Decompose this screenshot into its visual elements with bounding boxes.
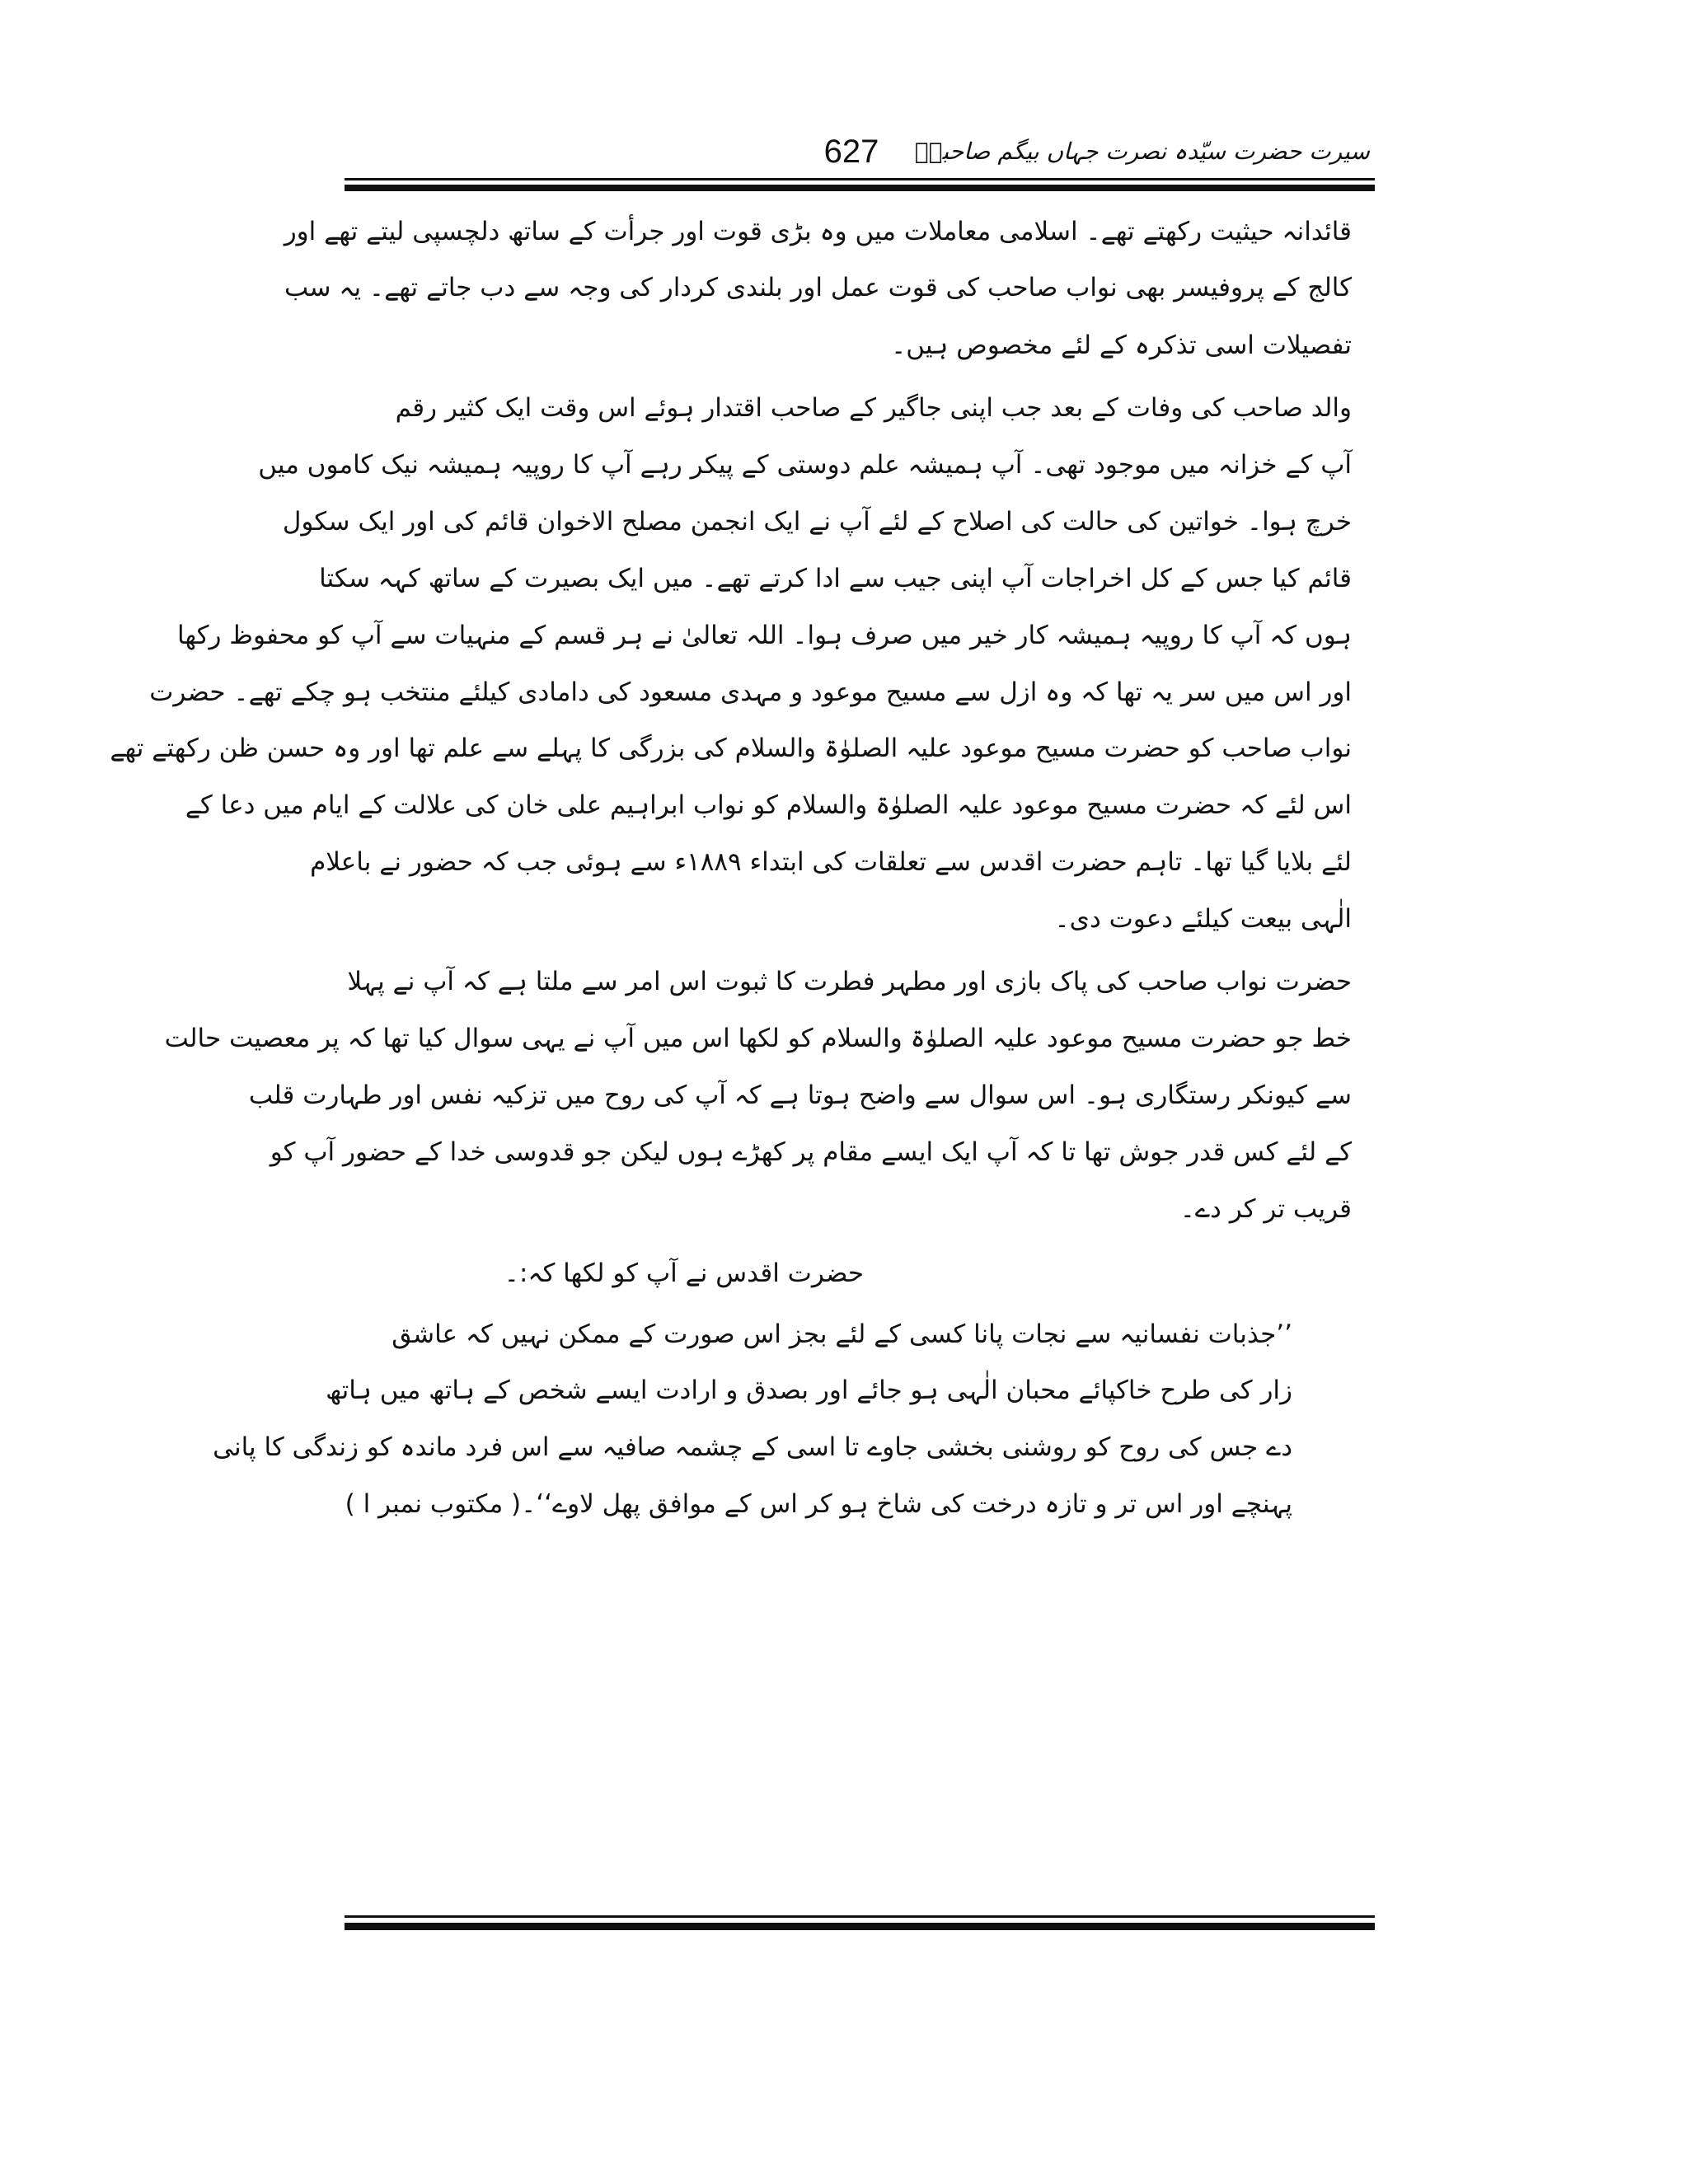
body-line: حضرت نواب صاحب کی پاک بازی اور مطہر فطرت کا ثبوت اس امر سے ملتا ہے کہ آپ نے پہلا [347, 967, 1352, 996]
body-line: اس لئے کہ حضرت مسیح موعود علیہ الصلوٰۃ والسلام کو نواب ابراہیم علی خان کی علالت کے ایام میں دعا کے [185, 790, 1352, 820]
body-line: خرچ ہوا۔ خواتین کی حالت کی اصلاح کے لئے آپ نے ایک انجمن مصلح الاخوان قائم کی اور ایک سکول [282, 507, 1352, 537]
footer-rule-thin [345, 1915, 1375, 1918]
quote-intro: حضرت اقدس نے آپ کو لکھا کہ:۔ [504, 1258, 864, 1288]
body-line: آپ کے خزانہ میں موجود تھی۔ آپ ہمیشہ علم دوستی کے پیکر رہے آپ کا روپیہ ہمیشہ نیک کاموں میں [258, 450, 1352, 480]
body-line: اور اس میں سر یہ تھا کہ وہ ازل سے مسیح موعود و مہدی مسعود کی دامادی کیلئے منتخب ہو چکے تھے۔ حضرت [149, 677, 1352, 707]
body-line: کالج کے پروفیسر بھی نواب صاحب کی قوت عمل اور بلندی کردار کی وجہ سے دب جاتے تھے۔ یہ سب [284, 273, 1352, 302]
body-line: ہوں کہ آپ کا روپیہ ہمیشہ کار خیر میں صرف ہوا۔ اللہ تعالیٰ نے ہر قسم کے منہیات سے آپ کو محفوظ رکھا [176, 621, 1352, 650]
quote-line: ’’جذبات نفسانیہ سے نجات پانا کسی کے لئے بجز اس صورت کے ممکن نہیں کہ عاشق [392, 1319, 1292, 1349]
body-line: والد صاحب کی وفات کے بعد جب اپنی جاگیر کے صاحب اقتدار ہوئے اس وقت ایک کثیر رقم [395, 393, 1352, 423]
header-rule-thick [345, 185, 1375, 191]
body-line: کے لئے کس قدر جوش تھا تا کہ آپ ایک ایسے مقام پر کھڑے ہوں لیکن جو قدوسی خدا کے حضور آپ کو [270, 1137, 1352, 1167]
quote-line: دے جس کی روح کو روشنی بخشی جاوے تا اسی کے چشمہ صافیہ سے اس فرد ماندہ کو زندگی کا پانی [213, 1432, 1292, 1462]
body-line: لئے بلایا گیا تھا۔ تاہم حضرت اقدس سے تعلقات کی ابتداء ۱۸۸۹ء سے ہوئی جب کہ حضور نے باعلام [310, 847, 1352, 877]
header-rule-thin [345, 178, 1375, 180]
body-line: قائدانہ حیثیت رکھتے تھے۔ اسلامی معاملات میں وہ بڑی قوت اور جرأت کے ساتھ دلچسپی لیتے تھے اور [284, 217, 1352, 246]
page-number: 627 [823, 134, 879, 170]
quote-line: زار کی طرح خاکپائے محبان الٰہی ہو جائے اور بصدق و ارادت ایسے شخص کے ہاتھ میں ہاتھ [326, 1376, 1292, 1405]
body-line: خط جو حضرت مسیح موعود علیہ الصلوٰۃ والسلام کو لکھا اس میں آپ نے یہی سوال کیا تھا کہ پر معصیت حالت [164, 1024, 1352, 1053]
body-line: قائم کیا جس کے کل اخراجات آپ اپنی جیب سے ادا کرتے تھے۔ میں ایک بصیرت کے ساتھ کہہ سکتا [319, 564, 1352, 593]
footer-rule-thick [345, 1923, 1375, 1930]
body-line: تفصیلات اسی تذکرہ کے لئے مخصوص ہیں۔ [891, 330, 1352, 360]
body-line: نواب صاحب کو حضرت مسیح موعود علیہ الصلوٰۃ والسلام کی بزرگی کا پہلے سے علم تھا اور وہ حسن ظن رکھتے تھے [110, 733, 1352, 763]
body-line: الٰہی بیعت کیلئے دعوت دی۔ [1054, 904, 1352, 934]
quote-line: پہنچے اور اس تر و تازہ درخت کی شاخ ہو کر اس کے موافق پھل لاوے‘‘۔( مکتوب نمبر ا ) [345, 1489, 1292, 1519]
page-header [345, 132, 1375, 178]
body-line: قریب تر کر دے۔ [1179, 1194, 1352, 1224]
body-line: سے کیونکر رستگاری ہو۔ اس سوال سے واضح ہوتا ہے کہ آپ کی روح میں تزکیہ نفس اور طہارت قلب [248, 1080, 1352, 1110]
running-title: سیرت حضرت سیّدہ نصرت جہاں بیگم صاحبہؓ [914, 138, 1370, 165]
